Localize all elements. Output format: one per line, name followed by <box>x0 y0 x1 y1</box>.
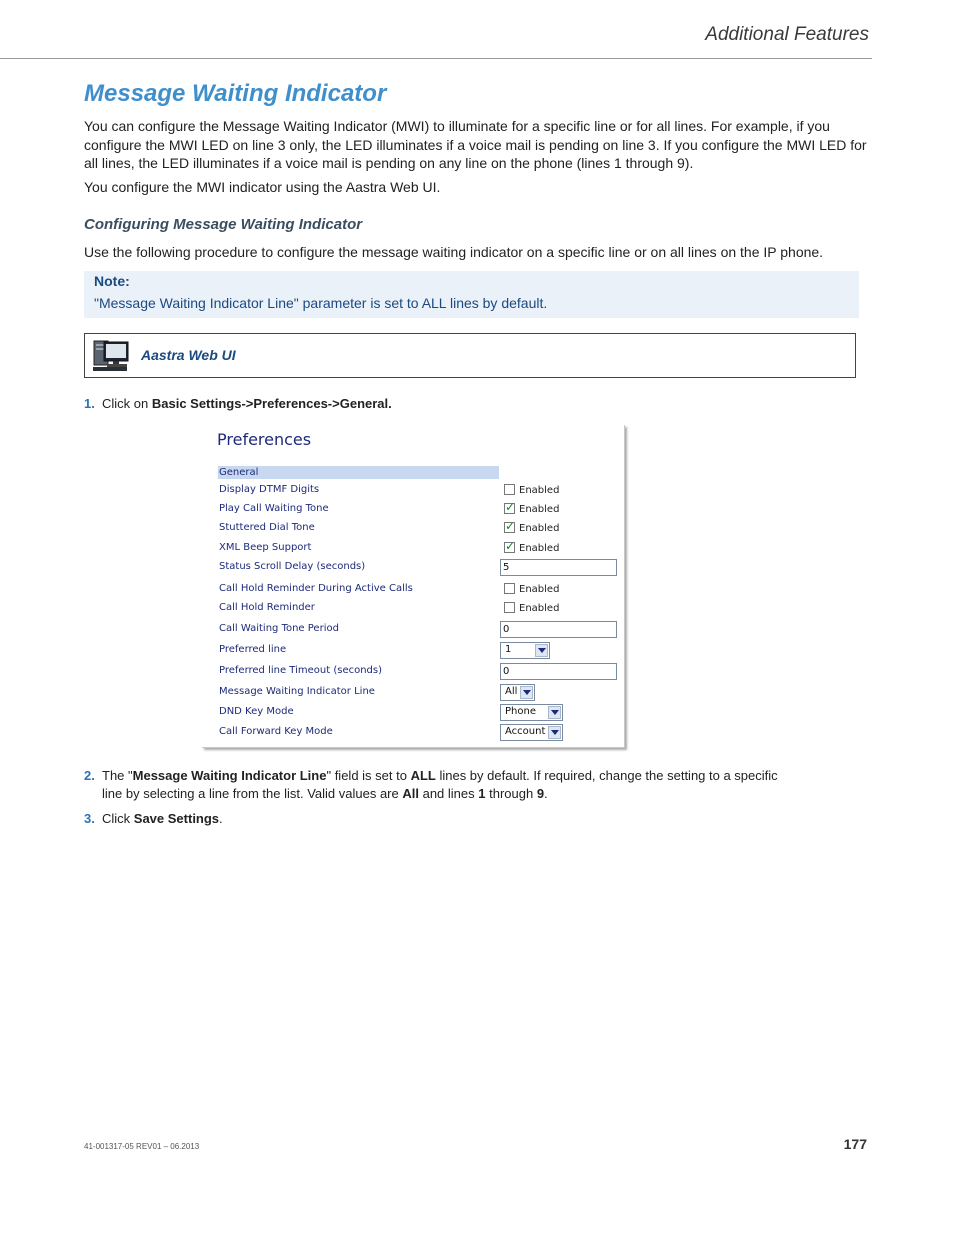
document-code: 41-001317-05 REV01 – 06.2013 <box>84 1142 200 1151</box>
chevron-down-icon[interactable] <box>520 686 533 699</box>
preference-select[interactable] <box>500 684 535 701</box>
checkbox-label: Enabled <box>519 523 560 534</box>
enabled-checkbox[interactable] <box>504 602 515 613</box>
select-value: Phone <box>505 706 536 717</box>
checkmark-icon: ✓ <box>505 519 516 533</box>
preference-select[interactable] <box>500 642 550 659</box>
chevron-down-icon[interactable] <box>535 644 548 657</box>
page-title: Message Waiting Indicator <box>84 80 387 107</box>
preference-label: DND Key Mode <box>219 706 294 717</box>
section-description: Use the following procedure to configure the message waiting indicator on a specific line or on all lines on the IP phone. <box>84 244 824 260</box>
checkmark-icon: ✓ <box>505 500 516 514</box>
webui-label: Aastra Web UI <box>141 347 236 363</box>
preference-label: Call Waiting Tone Period <box>219 623 339 634</box>
chevron-down-icon[interactable] <box>548 726 561 739</box>
preferences-title: Preferences <box>217 430 312 449</box>
select-value: All <box>505 686 518 697</box>
section-heading: Configuring Message Waiting Indicator <box>84 216 363 233</box>
preference-text-input[interactable]: 0 <box>500 621 617 638</box>
preference-label: Status Scroll Delay (seconds) <box>219 561 366 572</box>
enabled-checkbox[interactable] <box>504 583 515 594</box>
computer-icon <box>91 338 131 377</box>
running-header: Additional Features <box>705 24 869 45</box>
page-number: 177 <box>843 1136 867 1152</box>
checkbox-label: Enabled <box>519 603 560 614</box>
checkbox-label: Enabled <box>519 485 560 496</box>
enabled-checkbox[interactable] <box>504 484 515 495</box>
header-rule <box>0 58 872 59</box>
chevron-down-icon[interactable] <box>548 706 561 719</box>
step-number: 1. <box>84 396 95 411</box>
preference-label: Play Call Waiting Tone <box>219 503 329 514</box>
general-section-bar <box>218 466 499 479</box>
step-text: Click <box>102 811 134 826</box>
preference-label: Call Hold Reminder During Active Calls <box>219 583 413 594</box>
step-text: The "Message Waiting Indicator Line" field is set to ALL lines by default. If required, change the setting to a specific line by selecting a line from the list. Valid values are All and lines 1 through 9. <box>102 768 778 801</box>
preference-text-input[interactable]: 0 <box>500 663 617 680</box>
preference-label: Preferred line Timeout (seconds) <box>219 665 383 676</box>
preference-label: Display DTMF Digits <box>219 484 320 495</box>
preference-select[interactable] <box>500 724 563 741</box>
step-text: Click on <box>102 396 152 411</box>
preference-text-input[interactable]: 5 <box>500 559 617 576</box>
preference-label: Call Forward Key Mode <box>219 726 333 737</box>
enabled-checkbox[interactable] <box>504 539 516 553</box>
preferences-screenshot <box>202 425 625 748</box>
preference-label: Preferred line <box>219 644 287 655</box>
select-value: 1 <box>505 644 512 655</box>
checkmark-icon: ✓ <box>505 539 516 553</box>
general-section-label: General <box>219 467 259 478</box>
preference-label: Stuttered Dial Tone <box>219 522 315 533</box>
checkbox-label: Enabled <box>519 504 560 515</box>
note-text: "Message Waiting Indicator Line" parameter is set to ALL lines by default. <box>94 295 548 311</box>
note-box <box>84 271 859 318</box>
step-number: 2. <box>84 768 95 783</box>
note-label: Note: <box>94 273 130 289</box>
preference-select[interactable] <box>500 704 563 721</box>
checkbox-label: Enabled <box>519 543 560 554</box>
enabled-checkbox[interactable] <box>504 500 516 514</box>
intro-paragraph-1: You can configure the Message Waiting Indicator (MWI) to illuminate for a specific line or for all lines. For example, if you configure the MWI LED on line 3 only, the LED illuminates if a voice mail is pending on line 3. If you configure the MWI LED for all lines, the LED illuminates if a voice mail is pending on any line on the phone (lines 1 through 9). <box>84 118 867 171</box>
preference-label: Call Hold Reminder <box>219 602 315 613</box>
webui-callout <box>84 333 856 378</box>
intro-paragraph-2: You configure the MWI indicator using the Aastra Web UI. <box>84 179 441 195</box>
preference-label: XML Beep Support <box>219 542 312 553</box>
step-number: 3. <box>84 811 95 826</box>
checkbox-label: Enabled <box>519 584 560 595</box>
save-settings-label: Save Settings <box>133 811 220 826</box>
step-menu-path: Basic Settings->Preferences->General. <box>151 396 392 411</box>
enabled-checkbox[interactable] <box>504 519 516 533</box>
select-value: Account <box>505 726 546 737</box>
preference-label: Message Waiting Indicator Line <box>219 686 375 697</box>
